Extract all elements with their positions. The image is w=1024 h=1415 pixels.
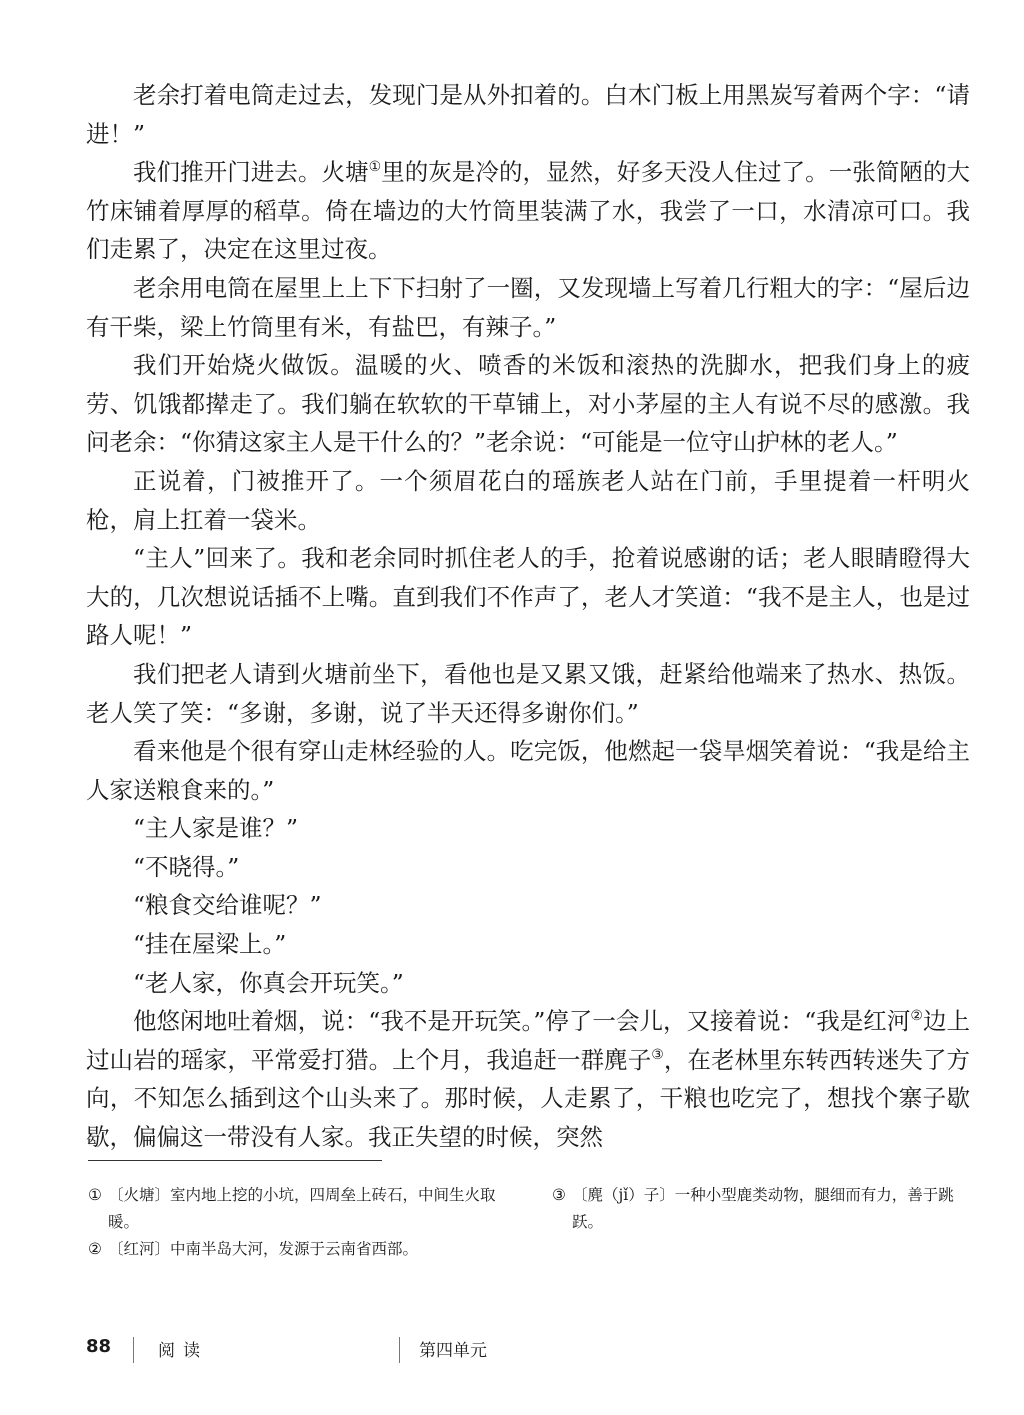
paragraph-6: “主人”回来了。我和老余同时抓住老人的手，抢着说感谢的话；老人眼睛瞪得大大的，几次想说话插不上嘴。直到我们不作声了，老人才笑道：“我不是主人，也是过路人呢！” [86,544,970,650]
paragraph-3: 老余用电筒在屋里上上下下扫射了一圈，又发现墙上写着几行粗大的字：“屋后边有干柴，梁上竹筒里有米，有盐巴，有辣子。” [86,273,970,341]
footnote-text: 〔麂（jǐ）子〕一种小型鹿类动物，腿细而有力，善于跳跃。 [572,1186,954,1231]
dialogue-line: “挂在屋梁上。” [133,930,287,959]
paragraph-2: 我们推开门进去。火塘①里的灰是冷的，显然，好多天没人住过了。一张简陋的大竹床铺着厚厚的稻草。倚在墙边的大竹筒里装满了水，我尝了一口，水清凉可口。我们走累了，决定在这里过夜。 [86,158,970,264]
paragraph-8: 看来他是个很有穿山走林经验的人。吃完饭，他燃起一袋旱烟笑着说：“我是给主人家送粮食来的。” [86,737,970,804]
footnote-column-right [552,1182,972,1263]
article-body [86,76,970,1157]
page-number: 88 [86,1336,112,1357]
footnote-ref-3[interactable]: ③ [651,1046,664,1063]
footnote-text: 〔红河〕中南半岛大河，发源于云南省西部。 [108,1240,419,1258]
paragraph-14: 他悠闲地吐着烟，说：“我不是开玩笑。”停了一会儿，又接着说：“我是红河②边上过山岩的瑶家，平常爱打猎。上个月，我追赶一群麂子③，在老林里东转西转迷失了方向，不知怎么插到这个山头来了。那时候，人走累了，干粮也吃完了，想找个寨子歇歇，偏偏这一带没有人家。我正失望的时候，突然 [86,1007,971,1152]
footnote-1 [88,1182,518,1236]
footnote-divider [88,1160,382,1161]
footnote-text: 〔火塘〕室内地上挖的小坑，四周垒上砖石，中间生火取暖。 [108,1186,496,1231]
paragraph-4: 我们开始烧火做饭。温暖的火、喷香的米饭和滚热的洗脚水，把我们身上的疲劳、饥饿都撵走了。我们躺在软软的干草铺上，对小茅屋的主人有说不尽的感激。我问老余：“你猜这家主人是干什么的？”老余说：“可能是一位守山护林的老人。” [86,351,970,457]
footnote-3 [552,1182,972,1236]
footer-divider [399,1337,400,1363]
paragraph-7: 我们把老人请到火塘前坐下，看他也是又累又饿，赶紧给他端来了热水、热饭。老人笑了笑：“多谢，多谢，说了半天还得多谢你们。” [86,659,970,727]
paragraph-1: 老余打着电筒走过去，发现门是从外扣着的。白木门板上用黑炭写着两个字：“请进！” [86,81,970,148]
footnote-number: ① [88,1186,102,1204]
footnote-number: ③ [552,1186,566,1204]
dialogue-line: “主人家是谁？” [133,814,299,843]
footnote-number: ② [88,1240,102,1258]
dialogue-line: “不晓得。” [133,852,240,881]
footer-divider [133,1337,134,1363]
page-footer [86,1336,786,1368]
footnote-column-left [88,1182,518,1263]
footnote-2 [88,1236,518,1263]
unit-label: 第四单元 [419,1341,487,1361]
section-label: 阅读 [158,1341,208,1361]
dialogue-line: “老人家，你真会开玩笑。” [133,968,404,997]
footnotes [88,1182,972,1263]
dialogue-line: “粮食交给谁呢？” [133,891,322,920]
paragraph-5: 正说着，门被推开了。一个须眉花白的瑶族老人站在门前，手里提着一杆明火枪，肩上扛着一袋米。 [86,466,970,534]
footnote-ref-2[interactable]: ② [910,1008,923,1025]
footnote-ref-1[interactable]: ① [368,159,382,176]
